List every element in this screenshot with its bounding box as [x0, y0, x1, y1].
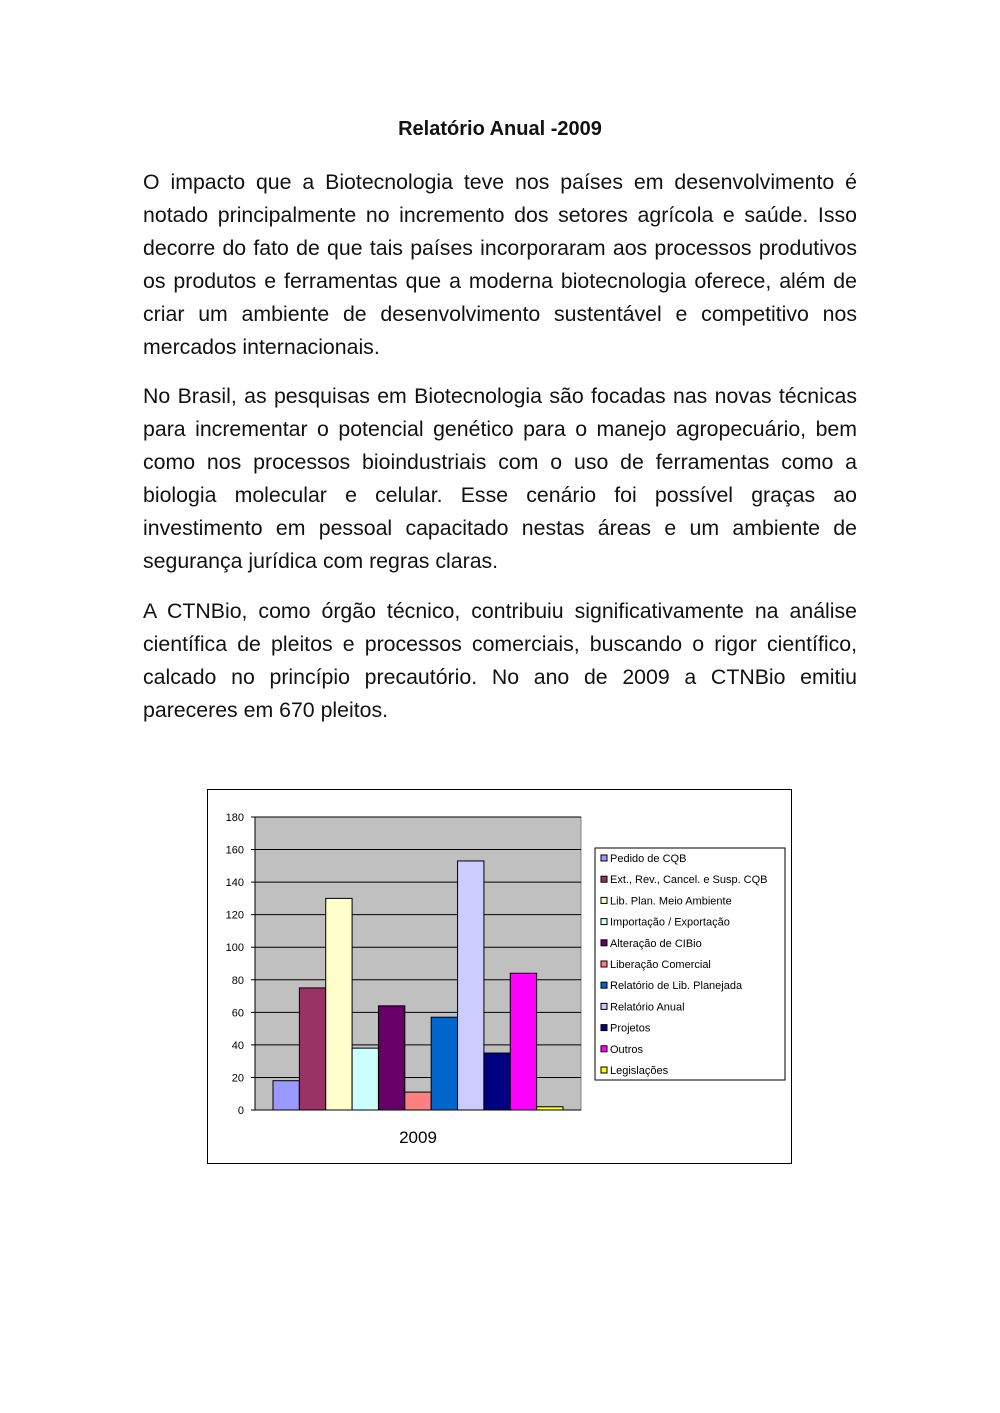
bar-chart: [208, 790, 791, 1163]
legend-label: Legislações: [610, 1065, 669, 1077]
bar-3: [326, 898, 352, 1110]
legend-label: Relatório de Lib. Planejada: [610, 980, 743, 993]
legend-label: Liberação Comercial: [610, 959, 711, 971]
legend-swatch: [601, 919, 607, 925]
legend-swatch: [601, 1046, 607, 1052]
y-tick-label: 0: [237, 1105, 244, 1117]
legend-swatch: [601, 982, 607, 988]
paragraph-3: A CTNBio, como órgão técnico, contribuiu significativamente na análise científica de pleitos e processos comerciais, buscando o rigor científico, calcado no princípio precautório. No ano de 2009 a CTNBio emitiu pareceres em 670 pleitos.: [143, 599, 857, 722]
y-tick-label: 40: [231, 1039, 244, 1052]
y-tick-label: 140: [225, 877, 244, 890]
legend-swatch: [601, 1067, 607, 1073]
y-tick-label: 120: [225, 909, 244, 922]
category-label: 2009: [399, 1128, 437, 1147]
y-tick-label: 180: [225, 812, 244, 824]
bar-10: [510, 973, 536, 1110]
bar-4: [352, 1048, 378, 1110]
paragraph-2: No Brasil, as pesquisas em Biotecnologia são focadas nas novas técnicas para incrementar o potencial genético para o manejo agropecuário, bem como nos processos bioindustriais com o uso de ferramentas como a biologia molecular e celular. Esse cenário foi possível graças ao investimento em pessoal capacitado nestas áreas e um ambiente de segurança jurídica com regras claras.: [143, 384, 857, 573]
bar-11: [537, 1107, 563, 1110]
bar-2: [299, 988, 325, 1110]
legend-label: Outros: [610, 1043, 644, 1056]
legend-swatch: [601, 876, 607, 882]
y-tick-label: 160: [225, 844, 244, 857]
bar-8: [458, 861, 484, 1110]
bar-7: [431, 1017, 457, 1110]
chart-frame: [207, 789, 792, 1164]
document-title: Relatório Anual -2009: [398, 118, 602, 140]
y-tick-label: 80: [231, 974, 244, 987]
bar-1: [273, 1081, 299, 1110]
legend-swatch: [601, 855, 607, 861]
legend-label: Importação / Exportação: [610, 916, 730, 929]
y-tick-label: 20: [231, 1072, 244, 1085]
legend-label: Lib. Plan. Meio Ambiente: [610, 895, 732, 908]
legend-label: Alteração de CIBio: [610, 937, 702, 950]
bar-9: [484, 1053, 510, 1110]
legend-swatch: [601, 940, 607, 946]
legend-label: Relatório Anual: [610, 1001, 685, 1014]
legend-label: Pedido de CQB: [610, 853, 687, 865]
paragraph-1: O impacto que a Biotecnologia teve nos países em desenvolvimento é notado principalmente no incremento dos setores agrícola e saúde. Isso decorre do fato de que tais países incorporaram aos processos produtivos os produtos e ferramentas que a moderna biotecnologia oferece, além de criar um ambiente de desenvolvimento sustentável e competitivo nos mercados internacionais.: [143, 170, 857, 359]
y-tick-label: 60: [231, 1007, 244, 1020]
bar-6: [405, 1092, 431, 1110]
legend-label: Ext., Rev., Cancel. e Susp. CQB: [610, 874, 768, 887]
legend-swatch: [601, 897, 607, 903]
legend-label: Projetos: [610, 1022, 651, 1035]
legend-swatch: [601, 1025, 607, 1031]
bar-5: [378, 1006, 404, 1110]
legend-swatch: [601, 1003, 607, 1009]
y-tick-label: 100: [225, 942, 244, 955]
legend-swatch: [601, 961, 607, 967]
